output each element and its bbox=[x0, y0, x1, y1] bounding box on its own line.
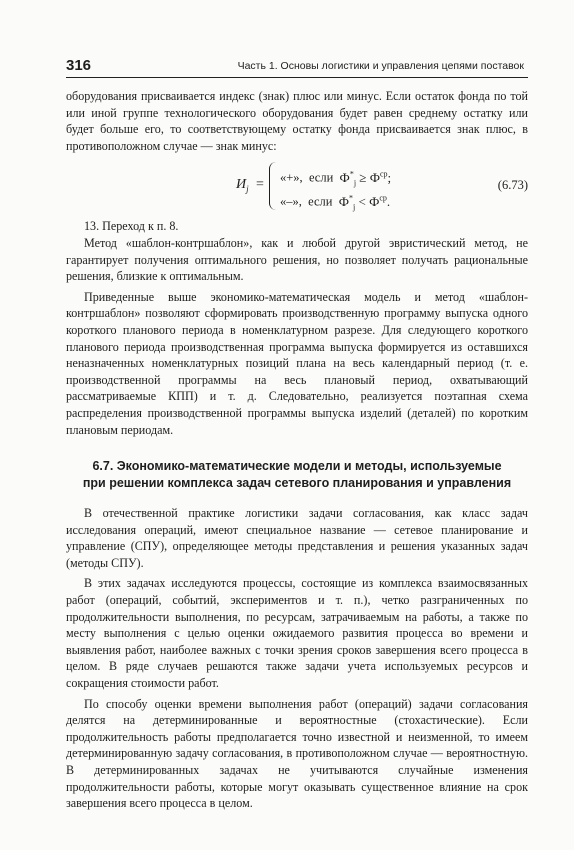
paragraph-method: Метод «шаблон-контршаблон», как и любой другой эвристический метод, не гарантирует получения оптимального решения, но позволяет получать рациональные решения, близкие к оптимальным. bbox=[66, 235, 528, 284]
section-heading bbox=[66, 458, 528, 492]
formula-number: (6.73) bbox=[497, 178, 528, 193]
formula-case-minus: «–», если $Ф^*_j < Ф^{ср}$. bbox=[280, 193, 391, 212]
section-heading-line-2: при решении комплекса задач сетевого планирования и управления bbox=[82, 476, 512, 491]
paragraph-intro: оборудования присваивается индекс (знак) плюс или минус. Если остаток фонда по той или иной группе технологического оборудования будет равен среднему остатку или будет больше его, то соответствующему остатку фонда присваивается знак плюс, в противоположном случае — знак минус: bbox=[66, 89, 528, 153]
formula-6-73 bbox=[66, 159, 528, 215]
step-13: 13. Переход к п. 8. bbox=[84, 219, 179, 234]
running-title: Часть 1. Основы логистики и управления цепями поставок bbox=[237, 60, 524, 72]
section-heading-line-1: 6.7. Экономико-математические модели и методы, используемые bbox=[92, 459, 502, 474]
page-header bbox=[66, 55, 528, 78]
page-content bbox=[66, 88, 528, 812]
page-number: 316 bbox=[66, 57, 92, 74]
paragraph-section-3: По способу оценки времени выполнения работ (операций) задачи согласования делятся на детерминированные и вероятностные (стохастические). Если продолжительность работы предполагается точно известной и неизменной, то имеем детерминированную задачу согласования, в противоположном случае — вероятностную. В детерминированных задачах не учитываются случайные изменения продолжительности работы, которые могут оказывать существенное влияние на срок завершения всего процесса в целом. bbox=[66, 696, 528, 811]
paragraph-section-2: В этих задачах исследуются процессы, состоящие из комплекса взаимосвязанных работ (операций, событий, экспериментов и т. п.), четко разграниченных по продолжительности выполнения, по ресурсам, затрачиваемым на работы, а также по месту выполнения с целью оценки ожидаемого развития процесса во времени и выявления работ, наиболее важных с точки зрения сроков завершения всего процесса в целом. В ряде случаев решаются также задачи учета используемых ресурсов и сокращения стоимости работ. bbox=[66, 576, 528, 691]
formula-lhs: $И_j$ bbox=[236, 177, 249, 195]
paragraph-model: Приведенные выше экономико-математическая модель и метод «шаблон-контршаблон» позволяют сформировать производственную программу выпуска одного короткого планового периода в номенклатурном разрезе. Для следующего короткого планового периода производственная программа выпуска формируется из оставшихся неназначенных номенклатурных позиций плана на весь календарный период (т. е. производственной программы на весь плановый период, охватывающий рассматриваемые КПП) и т. д. Следовательно, реализуется поэтапная схема распределения производственной программы выпуска изделий (деталей) по коротким плановым периодам. bbox=[66, 289, 528, 437]
formula-case-plus: «+», если $Ф^*_j \ge Ф^{ср}$; bbox=[280, 169, 392, 188]
formula-brace bbox=[269, 162, 277, 210]
formula-equals: = bbox=[256, 177, 264, 193]
paragraph-section-1: В отечественной практике логистики задачи согласования, как класс задач исследования операций, имеют специальное название — сетевое планирование и управление (СПУ), определяющее методы представления и решения указанных задач (методы СПУ). bbox=[66, 506, 528, 570]
